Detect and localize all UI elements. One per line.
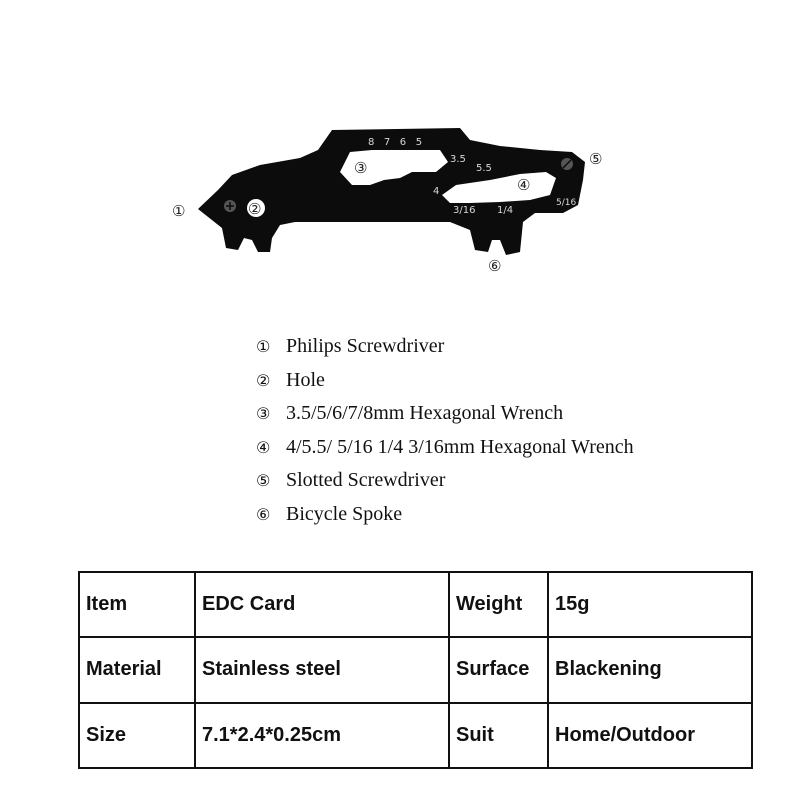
feature-legend	[256, 330, 634, 531]
callout-1: ①	[172, 202, 186, 220]
tool-label-14: 1/4	[497, 205, 514, 216]
spec-label-size: Size	[79, 703, 195, 768]
legend-item	[256, 464, 634, 498]
tool-label-55: 5.5	[476, 163, 492, 174]
spec-value-size: 7.1*2.4*0.25cm	[195, 703, 449, 768]
table-row	[79, 637, 752, 702]
table-row	[79, 703, 752, 768]
legend-item	[256, 431, 634, 465]
legend-text: 3.5/5/6/7/8mm Hexagonal Wrench	[286, 402, 564, 424]
legend-item	[256, 498, 634, 532]
legend-number: ④	[256, 437, 271, 457]
callout-5: ⑤	[589, 150, 603, 168]
spec-value-suit: Home/Outdoor	[548, 703, 752, 768]
callout-6: ⑥	[488, 257, 502, 275]
callout-2: ②	[248, 200, 262, 218]
table-row	[79, 572, 752, 637]
edc-tool-illustration	[0, 0, 800, 300]
spec-label-weight: Weight	[449, 572, 548, 637]
legend-number: ②	[256, 370, 271, 390]
legend-item	[256, 397, 634, 431]
legend-text: Philips Screwdriver	[286, 335, 445, 357]
legend-text: 4/5.5/ 5/16 1/4 3/16mm Hexagonal Wrench	[286, 435, 634, 458]
spec-label-suit: Suit	[449, 703, 548, 768]
tool-label-top: 8 7 6 5	[368, 137, 423, 148]
legend-text: Slotted Screwdriver	[286, 469, 446, 491]
callout-3: ③	[354, 159, 368, 177]
legend-number: ③	[256, 404, 271, 423]
spec-label-surface: Surface	[449, 637, 548, 702]
spec-value-weight: 15g	[548, 572, 752, 637]
spec-label-item: Item	[79, 572, 195, 637]
legend-number: ⑥	[256, 504, 271, 524]
tool-label-4: 4	[433, 186, 440, 197]
legend-text: Hole	[286, 368, 325, 391]
spec-label-material: Material	[79, 637, 195, 702]
spec-value-surface: Blackening	[548, 637, 752, 702]
spec-table	[78, 571, 753, 769]
tool-label-516: 5/16	[556, 198, 577, 208]
legend-item	[256, 330, 634, 364]
tool-label-316: 3/16	[453, 205, 476, 216]
callout-4: ④	[517, 176, 531, 194]
tool-label-35: 3.5	[450, 154, 466, 165]
legend-number: ①	[256, 337, 271, 356]
spec-value-item: EDC Card	[195, 572, 449, 637]
legend-text: Bicycle Spoke	[286, 502, 403, 525]
legend-number: ⑤	[256, 471, 271, 490]
legend-item	[256, 364, 634, 398]
spec-value-material: Stainless steel	[195, 637, 449, 702]
